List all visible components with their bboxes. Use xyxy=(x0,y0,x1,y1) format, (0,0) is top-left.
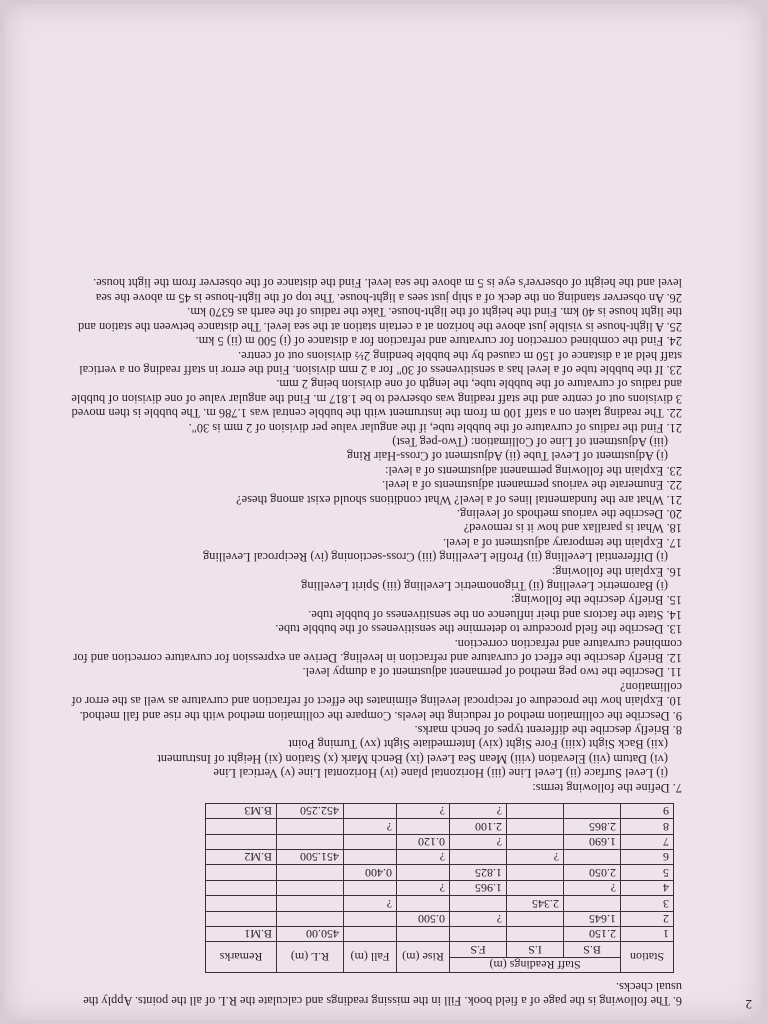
table-cell-fs: ? xyxy=(450,834,507,849)
table-row xyxy=(206,819,674,834)
question-item: 20. Describe the various methods of leveling. xyxy=(456,507,682,521)
table-cell-fs: ? xyxy=(450,803,507,818)
table-cell-bs xyxy=(564,803,621,818)
question-item: 24. Find the combined correction for curvature and refraction for a distance of (i) 500 m (ii) 5 km. xyxy=(195,334,682,349)
table-cell-rise xyxy=(397,819,450,834)
question-subitem: (vi) Datum (vii) Elevation (viii) Mean Sea Level (ix) Bench Mark (x) Station (xi) Height of Instrument xyxy=(157,751,668,766)
question-content xyxy=(70,276,682,1008)
table-cell-bs: 1.690 xyxy=(564,834,621,849)
table-cell-bs xyxy=(564,896,621,911)
header-station: Station xyxy=(621,942,674,973)
table-cell-rl: 450.00 xyxy=(277,926,344,941)
question-item: 23. Explain the following permanent adjustments of a level: xyxy=(385,463,682,478)
table-cell-rl: 451.500 xyxy=(277,849,344,864)
table-cell-is xyxy=(507,834,564,849)
table-cell-rise: ? xyxy=(397,880,450,895)
question-item: 16. Explain the following: xyxy=(551,564,682,579)
table-cell-st: 7 xyxy=(621,834,674,849)
table-cell-fall xyxy=(344,849,397,864)
table-header-row xyxy=(206,957,674,972)
table-cell-fall xyxy=(344,834,397,849)
question-item: 21. Find the radius of curvature of the bubble tube, if the angular value per division of 2 mm is 30". xyxy=(188,420,682,435)
question-item: 18. What is parallax and how it is removed? xyxy=(463,521,682,536)
table-cell-fs: 1.825 xyxy=(450,865,507,880)
table-cell-fall xyxy=(344,880,397,895)
table-cell-bs: 2.050 xyxy=(564,865,621,880)
table-row xyxy=(206,896,674,911)
question-item: 22. Enumerate the various permanent adjustments of a level. xyxy=(381,478,682,493)
table-cell-is xyxy=(507,926,564,941)
table-cell-is xyxy=(507,880,564,895)
header-remarks: Remarks xyxy=(206,942,277,973)
table-cell-fall: ? xyxy=(344,819,397,834)
question-item: 26. An observer standing on the deck of a ship just sees a light-house. The top of the light-house is 45 m above the sea level and the height of observer's eye is 5 m above the sea level. Find the distance of the observer from the light house. xyxy=(93,276,682,305)
table-cell-rl xyxy=(277,819,344,834)
table-cell-st: 8 xyxy=(621,819,674,834)
table-cell-fall: ? xyxy=(344,896,397,911)
table-cell-is xyxy=(507,865,564,880)
table-cell-fs: 2.100 xyxy=(450,819,507,834)
table-cell-st: 9 xyxy=(621,803,674,818)
question-item: 23. If the bubble tube of a level has a sensitiveness of 30" for a 2 mm division. Find the error in staff reading on a vertical staff held at a distance of 150 m caused by the bubble bending 2½ divisions out of centre. xyxy=(79,348,682,377)
field-book-table xyxy=(205,803,674,973)
header-bs: B.S xyxy=(564,942,621,957)
question-subitem: (i) Differential Levelling (ii) Profile Levelling (iii) Cross-sectioning (iv) Reciprocal Levelling xyxy=(203,550,668,565)
header-rl: R.L (m) xyxy=(277,942,344,973)
table-row xyxy=(206,849,674,864)
table-cell-rl xyxy=(277,834,344,849)
table-cell-bs: 2.150 xyxy=(564,926,621,941)
question-subitem: (xii) Back Sight (xiii) Fore Sight (xiv) Intermediate Sight (xv) Turning Point xyxy=(288,737,668,752)
table-cell-rise: 0.120 xyxy=(397,834,450,849)
table-cell-st: 2 xyxy=(621,911,674,926)
table-row xyxy=(206,911,674,926)
page-number: 2 xyxy=(745,997,752,1012)
table-cell-st: 4 xyxy=(621,880,674,895)
table-cell-is xyxy=(507,819,564,834)
table-cell-rem xyxy=(206,865,277,880)
header-fall: Fall (m) xyxy=(344,942,397,973)
question-item: 10. Explain how the procedure of reciprocal leveling eliminates the effect of refraction and curvature as well as the error of collimation? xyxy=(71,679,682,709)
table-cell-rem: B.M1 xyxy=(206,926,277,941)
table-cell-rl xyxy=(277,880,344,895)
table-cell-st: 6 xyxy=(621,849,674,864)
table-cell-fs: ? xyxy=(450,911,507,926)
table-cell-rem xyxy=(206,880,277,895)
table-cell-rem: B.M3 xyxy=(206,803,277,818)
table-row xyxy=(206,880,674,895)
header-fs: F.S xyxy=(450,942,507,957)
table-cell-rem xyxy=(206,819,277,834)
table-row xyxy=(206,926,674,941)
question-6: 6. The following is the page of a field book. Fill in the missing readings and calculate the R.L of all the points. Apply the usual checks. xyxy=(83,979,682,1008)
table-cell-bs: 1.645 xyxy=(564,911,621,926)
table-cell-fall xyxy=(344,926,397,941)
table-cell-bs: 2.865 xyxy=(564,819,621,834)
table-cell-rem: B.M2 xyxy=(206,849,277,864)
table-row xyxy=(206,803,674,818)
table-cell-st: 1 xyxy=(621,926,674,941)
table-cell-rem xyxy=(206,834,277,849)
question-subitem: (i) Barometric Levelling (ii) Trigonometric Levelling (iii) Spirit Levelling xyxy=(301,579,668,594)
question-subitem: (iii) Adjustment of Line of Collimation: (Two-peg Test) xyxy=(392,434,668,449)
header-is: I.S xyxy=(507,942,564,957)
question-item: 12. Briefly describe the effect of curvature and refraction in leveling. Derive an expression for curvature correction and for combined curvature and refraction correction. xyxy=(73,636,682,666)
table-cell-fall: 0.400 xyxy=(344,865,397,880)
table-cell-rise xyxy=(397,865,450,880)
table-cell-rise xyxy=(397,896,450,911)
question-list xyxy=(70,276,682,795)
table-cell-rl: 452.250 xyxy=(277,803,344,818)
table-cell-st: 3 xyxy=(621,896,674,911)
question-subitem: (i) Adjustment of Level Tube (ii) Adjustment of Cross-Hair Ring xyxy=(346,449,668,464)
table-cell-is xyxy=(507,803,564,818)
rotated-page xyxy=(4,4,762,1020)
table-cell-rl xyxy=(277,865,344,880)
table-cell-is: 2.345 xyxy=(507,896,564,911)
table-cell-rise xyxy=(397,926,450,941)
table-cell-st: 5 xyxy=(621,865,674,880)
header-staff-readings: Staff Readings (m) xyxy=(450,957,621,972)
table-cell-fall xyxy=(344,911,397,926)
question-item: 11. Describe the two peg method of permanent adjustment of a dumpy level. xyxy=(302,665,682,680)
table-cell-rise: ? xyxy=(397,849,450,864)
table-cell-rem xyxy=(206,896,277,911)
question-item: 25. A light-house is visible just above the horizon at a certain station at the sea level. The distance between the station and the light house is 40 km. Find the height of the light-house. Take the radius of the earth as 6370 km. xyxy=(78,305,682,334)
table-cell-bs xyxy=(564,849,621,864)
table-cell-is: ? xyxy=(507,849,564,864)
table-cell-fs xyxy=(450,849,507,864)
question-item: 15. Briefly describe the following: xyxy=(510,593,682,608)
question-item: 7. Define the following terms: xyxy=(532,780,682,795)
table-cell-rl xyxy=(277,896,344,911)
question-item: 21. What are the fundamental lines of a level? What conditions should exist among these? xyxy=(236,492,682,507)
table-cell-fs xyxy=(450,896,507,911)
question-item: 13. Describe the field procedure to determine the sensitiveness of the bubble tube. xyxy=(275,622,682,637)
question-item: 9. Describe the collimation method of reducing the levels. Compare the collimation method with the rise and fall method. xyxy=(79,708,682,723)
table-cell-is xyxy=(507,911,564,926)
question-item: 8. Briefly describe the different types of bench marks. xyxy=(414,723,682,738)
question-item: 22. The reading taken on a staff 100 m from the instrument with the bubble central was 1.786 m. The bubble is then moved 3 divisions out of centre and the staff reading was observed to be 1.817 m. Find the angular value of one division of bubble and radius of curvature of the bubble tube, the length of one division being 2 mm. xyxy=(71,377,682,421)
table-cell-fs: 1.965 xyxy=(450,880,507,895)
table-cell-fs xyxy=(450,926,507,941)
table-cell-rise: ? xyxy=(397,803,450,818)
question-item: 17. Explain the temporary adjustment of a level. xyxy=(442,535,682,550)
table-cell-fall xyxy=(344,803,397,818)
table-cell-rl xyxy=(277,911,344,926)
header-rise: Rise (m) xyxy=(397,942,450,973)
table-cell-bs: ? xyxy=(564,880,621,895)
scanned-sheet xyxy=(4,4,762,1020)
table-row xyxy=(206,834,674,849)
table-cell-rise: 0.500 xyxy=(397,911,450,926)
question-subitem: (i) Level Surface (ii) Level Line (iii) Horizontal plane (iv) Horizontal Line (v) Vertical Line xyxy=(213,766,668,781)
table-cell-rem xyxy=(206,911,277,926)
table-row xyxy=(206,865,674,880)
question-item: 14. State the factors and their influence on the sensitiveness of bubble tube. xyxy=(308,607,682,622)
